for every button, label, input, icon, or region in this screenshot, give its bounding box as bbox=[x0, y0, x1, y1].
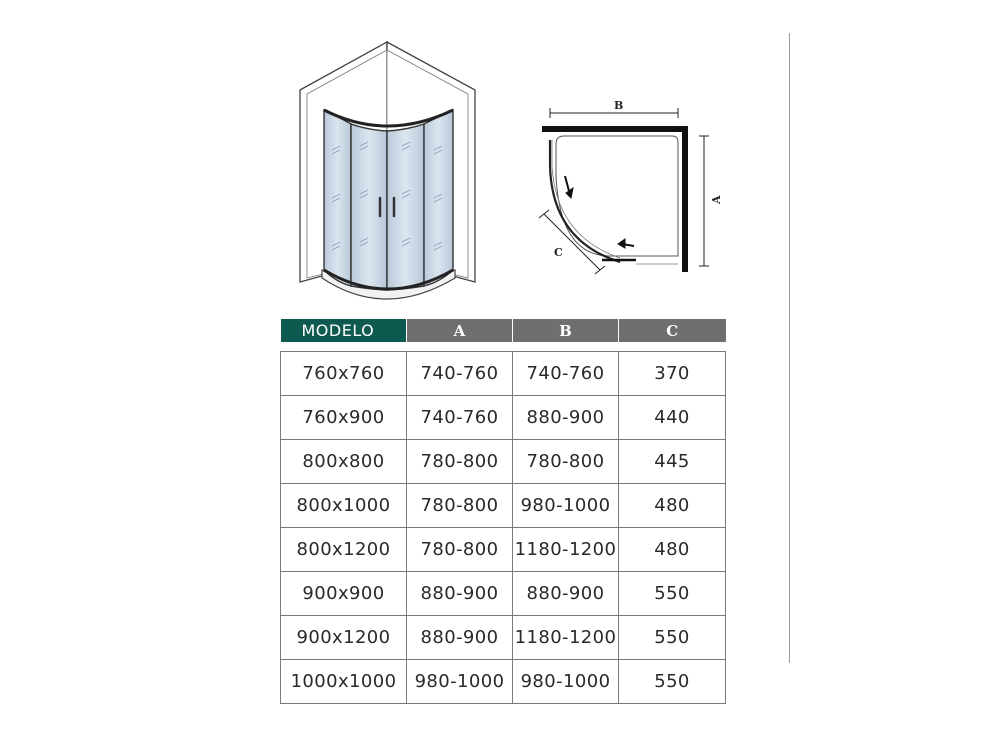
cell-b: 980-1000 bbox=[513, 660, 619, 704]
cell-b: 880-900 bbox=[513, 572, 619, 616]
plan-view-diagram bbox=[530, 96, 730, 280]
cell-b: 1180-1200 bbox=[513, 528, 619, 572]
dimension-b-label: B bbox=[614, 99, 624, 112]
shower-enclosure-illustration bbox=[290, 38, 490, 300]
cell-model: 760x760 bbox=[281, 352, 407, 396]
curved-doors bbox=[550, 140, 620, 262]
table-row bbox=[281, 484, 726, 528]
cell-model: 800x1000 bbox=[281, 484, 407, 528]
cell-a: 780-800 bbox=[407, 484, 513, 528]
table-row bbox=[281, 660, 726, 704]
table-row bbox=[281, 616, 726, 660]
tray-outline bbox=[556, 136, 678, 256]
table-header-row bbox=[281, 319, 726, 342]
table-row bbox=[281, 396, 726, 440]
cell-b: 980-1000 bbox=[513, 484, 619, 528]
dimension-c-label: C bbox=[554, 246, 563, 259]
cell-model: 1000x1000 bbox=[281, 660, 407, 704]
table-row bbox=[281, 440, 726, 484]
cell-model: 900x1200 bbox=[281, 616, 407, 660]
cell-a: 880-900 bbox=[407, 572, 513, 616]
table-row bbox=[281, 352, 726, 396]
cell-b: 780-800 bbox=[513, 440, 619, 484]
wall-right bbox=[682, 126, 688, 272]
header-b: B bbox=[513, 319, 619, 342]
header-a: A bbox=[407, 319, 513, 342]
dimension-a-label: A bbox=[710, 195, 723, 204]
wall-top bbox=[542, 126, 688, 132]
cell-model: 800x1200 bbox=[281, 528, 407, 572]
dimension-a-line bbox=[699, 136, 709, 266]
cell-b: 880-900 bbox=[513, 396, 619, 440]
cell-a: 980-1000 bbox=[407, 660, 513, 704]
cell-model: 800x800 bbox=[281, 440, 407, 484]
cell-a: 780-800 bbox=[407, 528, 513, 572]
cell-c: 445 bbox=[619, 440, 726, 484]
cell-c: 550 bbox=[619, 660, 726, 704]
cell-a: 740-760 bbox=[407, 352, 513, 396]
cell-b: 1180-1200 bbox=[513, 616, 619, 660]
cell-c: 550 bbox=[619, 572, 726, 616]
cell-c: 550 bbox=[619, 616, 726, 660]
divider-line bbox=[789, 33, 790, 663]
header-c: C bbox=[619, 319, 726, 342]
cell-c: 480 bbox=[619, 528, 726, 572]
cell-model: 900x900 bbox=[281, 572, 407, 616]
cell-model: 760x900 bbox=[281, 396, 407, 440]
cell-c: 480 bbox=[619, 484, 726, 528]
cell-a: 880-900 bbox=[407, 616, 513, 660]
cell-c: 370 bbox=[619, 352, 726, 396]
model-dimensions-table bbox=[280, 319, 726, 704]
cell-a: 780-800 bbox=[407, 440, 513, 484]
cell-a: 740-760 bbox=[407, 396, 513, 440]
table-row bbox=[281, 528, 726, 572]
header-modelo: MODELO bbox=[281, 319, 407, 342]
cell-c: 440 bbox=[619, 396, 726, 440]
glass-doors bbox=[324, 110, 453, 290]
table-row bbox=[281, 572, 726, 616]
cell-b: 740-760 bbox=[513, 352, 619, 396]
dimension-c-line bbox=[539, 210, 605, 274]
